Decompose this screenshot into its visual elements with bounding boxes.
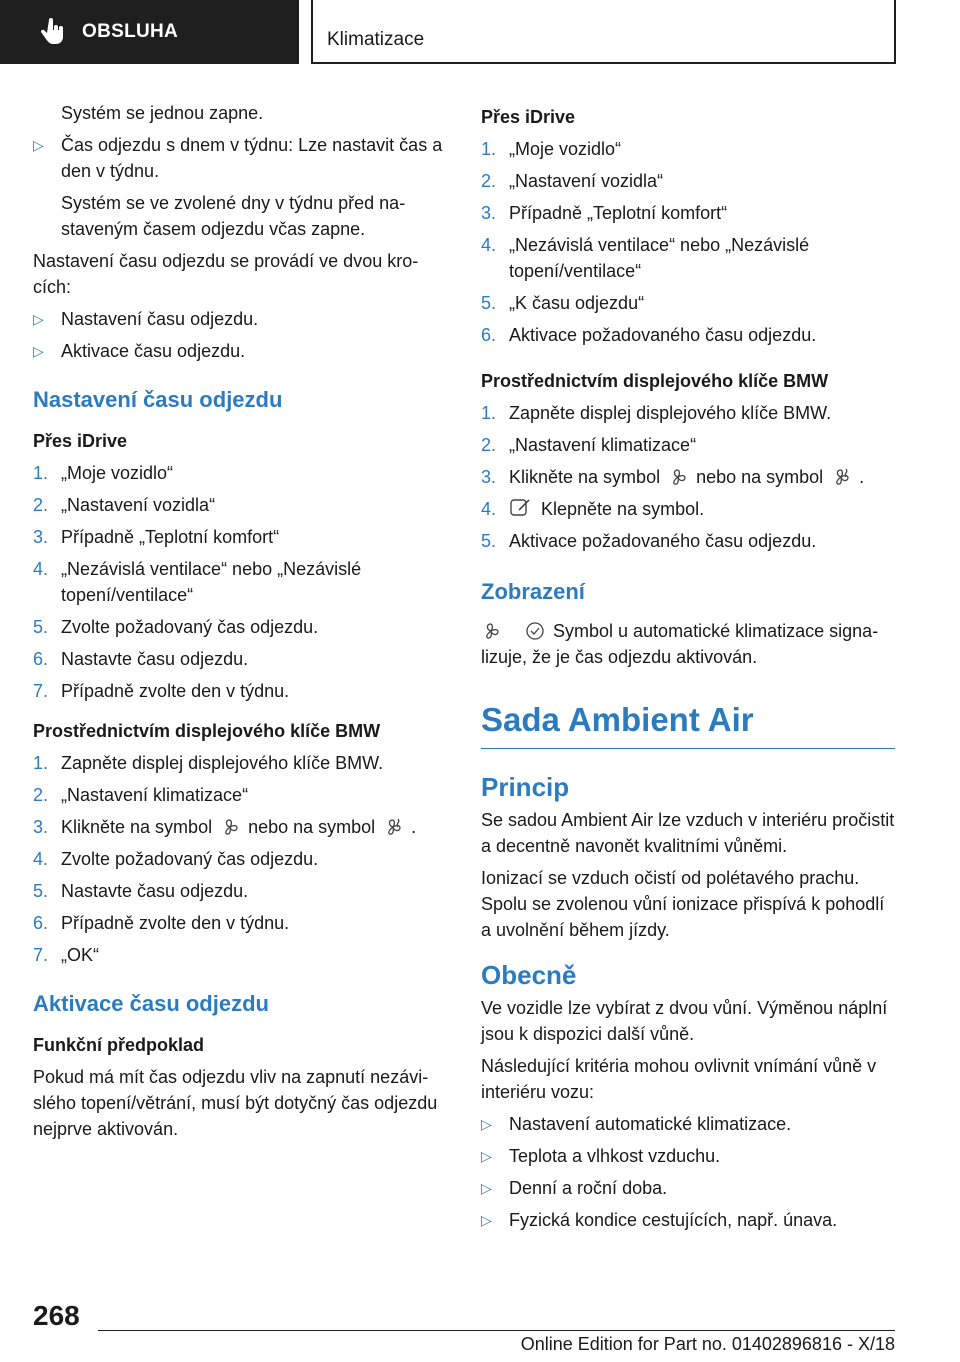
right-column xyxy=(481,100,895,1239)
bullet-item: ▷ Teplota a vlhkost vzduchu. xyxy=(481,1143,895,1169)
subheading: Přes iDrive xyxy=(481,107,576,127)
list-item: 1. Zapněte displej displejového klíče BMW. xyxy=(481,403,832,423)
bullet-triangle-icon: ▷ xyxy=(481,1212,492,1228)
chapter-header xyxy=(311,0,896,64)
bullet-item: ▷ Fyzická kondice cestujících, např. únava. xyxy=(481,1207,895,1233)
hand-pointer-icon xyxy=(40,18,66,46)
list-item: 7. „OK“ xyxy=(33,945,99,965)
numbered-list xyxy=(481,136,895,348)
fan-heat-icon xyxy=(831,467,851,487)
left-column xyxy=(33,100,447,1148)
section-tab xyxy=(0,0,299,64)
section-heading: Princip xyxy=(481,772,570,802)
chapter-heading: Sada Ambient Air xyxy=(481,698,895,749)
bullet-item: ▷ Nastavení času odjezdu. xyxy=(33,306,447,332)
chapter-title: Klimatizace xyxy=(327,29,425,50)
list-item: 1. „Moje vozidlo“ xyxy=(33,463,174,483)
paragraph: Systém se jednou zapne. xyxy=(61,103,264,123)
footer-rule xyxy=(98,1330,895,1331)
list-item: 6. Aktivace požadovaného času odjezdu. xyxy=(481,325,817,345)
subheading: Funkční předpoklad xyxy=(33,1035,205,1055)
paragraph: Se sadou Ambient Air lze vzduch v interiéru pročistit a decentně navonět kvalitními vůněmi. xyxy=(481,810,895,856)
subheading: Prostřednictvím displejového klíče BMW xyxy=(33,721,381,741)
bullet-triangle-icon: ▷ xyxy=(33,137,44,153)
bullet-item: ▷ Čas odjezdu s dnem v týdnu: Lze nastavit čas a den v týdnu. xyxy=(33,132,447,184)
list-item: 6. Případně zvolte den v týdnu. xyxy=(33,913,290,933)
list-item: 4. „Nezávislá ventilace“ nebo „Nezávislé topení/ventilace“ xyxy=(33,559,362,605)
numbered-list xyxy=(481,400,895,554)
bullet-triangle-icon: ▷ xyxy=(33,343,44,359)
list-item: 3. Klikněte na symbol nebo na symbol . xyxy=(481,467,865,487)
bullet-item: ▷ Aktivace času odjezdu. xyxy=(33,338,447,364)
section-heading: Aktivace času odjezdu xyxy=(33,991,269,1016)
edition-note: Online Edition for Part no. 01402896816 - X/18 xyxy=(520,1334,895,1354)
list-item: 6. Nastavte času odjezdu. xyxy=(33,649,249,669)
paragraph: Systém se ve zvolené dny v týdnu před nastaveným časem odjezdu včas zapne. xyxy=(61,193,406,239)
subheading: Přes iDrive xyxy=(33,431,128,451)
section-label: OBSLUHA xyxy=(82,21,179,42)
list-item: 3. Případně „Teplotní komfort“ xyxy=(481,203,728,223)
fan-icon xyxy=(481,621,501,641)
numbered-list xyxy=(33,750,447,968)
list-item: 5. Nastavte času odjezdu. xyxy=(33,881,249,901)
list-item: 5. Zvolte požadovaný čas odjezdu. xyxy=(33,617,319,637)
paragraph: Následující kritéria mohou ovlivnit vnímání vůně v interiéru vozu: xyxy=(481,1056,877,1102)
page-number: 268 xyxy=(33,1300,80,1331)
list-item: 2. „Nastavení klimatizace“ xyxy=(481,435,697,455)
paragraph: Symbol u automatické klimatizace signalizuje, že je čas odjezdu aktivován. xyxy=(481,621,879,667)
paragraph: Ve vozidle lze vybírat z dvou vůní. Výměnou náplní jsou k dispozici další vůně. xyxy=(481,998,888,1044)
fan-icon xyxy=(220,817,240,837)
list-item: 4. Klepněte na symbol. xyxy=(481,499,705,519)
list-item: 2. „Nastavení vozidla“ xyxy=(33,495,216,515)
list-item: 3. Případně „Teplotní komfort“ xyxy=(33,527,280,547)
list-item: 2. „Nastavení vozidla“ xyxy=(481,171,664,191)
bullet-item: ▷ Nastavení automatické klimatizace. xyxy=(481,1111,895,1137)
bullet-triangle-icon: ▷ xyxy=(33,311,44,327)
list-item: 5. „K času odjezdu“ xyxy=(481,293,645,313)
section-heading: Obecně xyxy=(481,960,577,990)
list-item: 7. Případně zvolte den v týdnu. xyxy=(33,681,290,701)
list-item: 4. „Nezávislá ventilace“ nebo „Nezávislé topení/ventilace“ xyxy=(481,235,810,281)
list-item: 1. Zapněte displej displejového klíče BMW. xyxy=(33,753,384,773)
check-circle-icon xyxy=(525,621,545,641)
numbered-list xyxy=(33,460,447,704)
list-item: 4. Zvolte požadovaný čas odjezdu. xyxy=(33,849,319,869)
list-item: 2. „Nastavení klimatizace“ xyxy=(33,785,249,805)
paragraph: Nastavení času odjezdu se provádí ve dvou krocích: xyxy=(33,251,419,297)
bullet-triangle-icon: ▷ xyxy=(481,1116,492,1132)
section-heading: Nastavení času odjezdu xyxy=(33,387,283,412)
subheading: Prostřednictvím displejového klíče BMW xyxy=(481,371,829,391)
checkbox-edit-icon xyxy=(509,497,533,519)
list-item: 1. „Moje vozidlo“ xyxy=(481,139,622,159)
paragraph: Ionizací se vzduch očistí od polétavého prachu. Spolu se zvolenou vůní ionizace přispívá k pohodlí a uvolnění během jízdy. xyxy=(481,868,885,940)
bullet-item: ▷ Denní a roční doba. xyxy=(481,1175,895,1201)
bullet-triangle-icon: ▷ xyxy=(481,1148,492,1164)
fan-heat-icon xyxy=(383,817,403,837)
fan-icon xyxy=(668,467,688,487)
bullet-triangle-icon: ▷ xyxy=(481,1180,492,1196)
list-item: 5. Aktivace požadovaného času odjezdu. xyxy=(481,531,817,551)
list-item: 3. Klikněte na symbol nebo na symbol . xyxy=(33,817,417,837)
paragraph: Pokud má mít čas odjezdu vliv na zapnutí nezávislého topení/větrání, musí být dotyčný čas odjezdu nejprve aktivován. xyxy=(33,1067,438,1139)
section-heading: Zobrazení xyxy=(481,579,585,604)
